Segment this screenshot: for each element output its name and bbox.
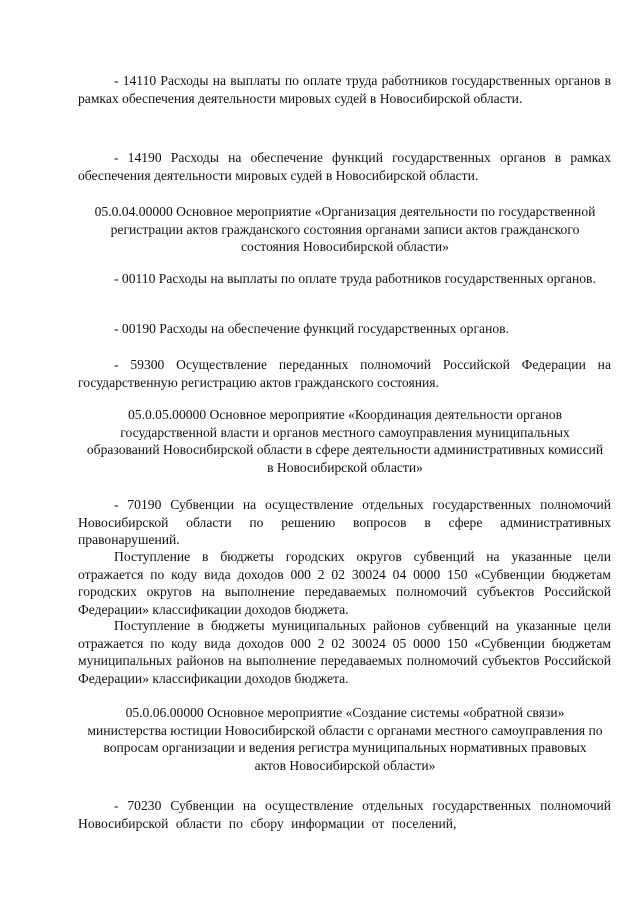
paragraph-59300: - 59300 Осуществление переданных полномочий Российской Федерации на государственную регистрацию актов гражданского состояния. — [78, 357, 611, 390]
heading-05-0-04: 05.0.04.00000 Основное мероприятие «Организация деятельности по государственной регистрации актов гражданского состояния органами записи актов гражданского состояния Новосибирской области» — [94, 204, 596, 255]
paragraph-70190: - 70190 Субвенции на осуществление отдельных государственных полномочий Новосибирской области по решению вопросов в сфере административных правонарушений. — [78, 497, 611, 548]
paragraph-14110: - 14110 Расходы на выплаты по оплате труда работников государственных органов в рамках обеспечения деятельности мировых судей в Новосибирской области. — [78, 73, 611, 106]
paragraph-70230: - 70230 Субвенции на осуществление отдельных государственных полномочий Новосибирской области по сбору информации от поселений, — [78, 798, 611, 831]
heading-05-0-05: 05.0.05.00000 Основное мероприятие «Координация деятельности органов государственной власти и органов местного самоуправления муниципальных образований Новосибирской области в сфере деятельности административных комиссий в Новосибирской области» — [86, 407, 604, 475]
paragraph-14190: - 14190 Расходы на обеспечение функций государственных органов в рамках обеспечения деятельности мировых судей в Новосибирской области. — [78, 150, 611, 183]
paragraph-00190: - 00190 Расходы на обеспечение функций государственных органов. — [114, 321, 509, 336]
paragraph-00110: - 00110 Расходы на выплаты по оплате труда работников государственных органов. — [114, 271, 596, 286]
heading-05-0-06: 05.0.06.00000 Основное мероприятие «Создание системы «обратной связи» министерства юстиции Новосибирской области с органами местного самоуправления по вопросам организации и ведения регистра муниципальных нормативных правовых актов Новосибирской области» — [87, 705, 603, 773]
paragraph-municipal-districts: Поступление в бюджеты муниципальных районов субвенций на указанные цели отражается по коду вида доходов 000 2 02 30024 05 0000 150 «Субвенции бюджетам муниципальных районов на выполнение передаваемых полномочий субъектов Российской Федерации» классификации доходов бюджета. — [78, 618, 611, 686]
paragraph-city-districts: Поступление в бюджеты городских округов субвенций на указанные цели отражается по коду вида доходов 000 2 02 30024 04 0000 150 «Субвенции бюджетам городских округов на выполнение передаваемых полномочий субъектов Российской Федерации» классификации доходов бюджета. — [78, 549, 611, 617]
